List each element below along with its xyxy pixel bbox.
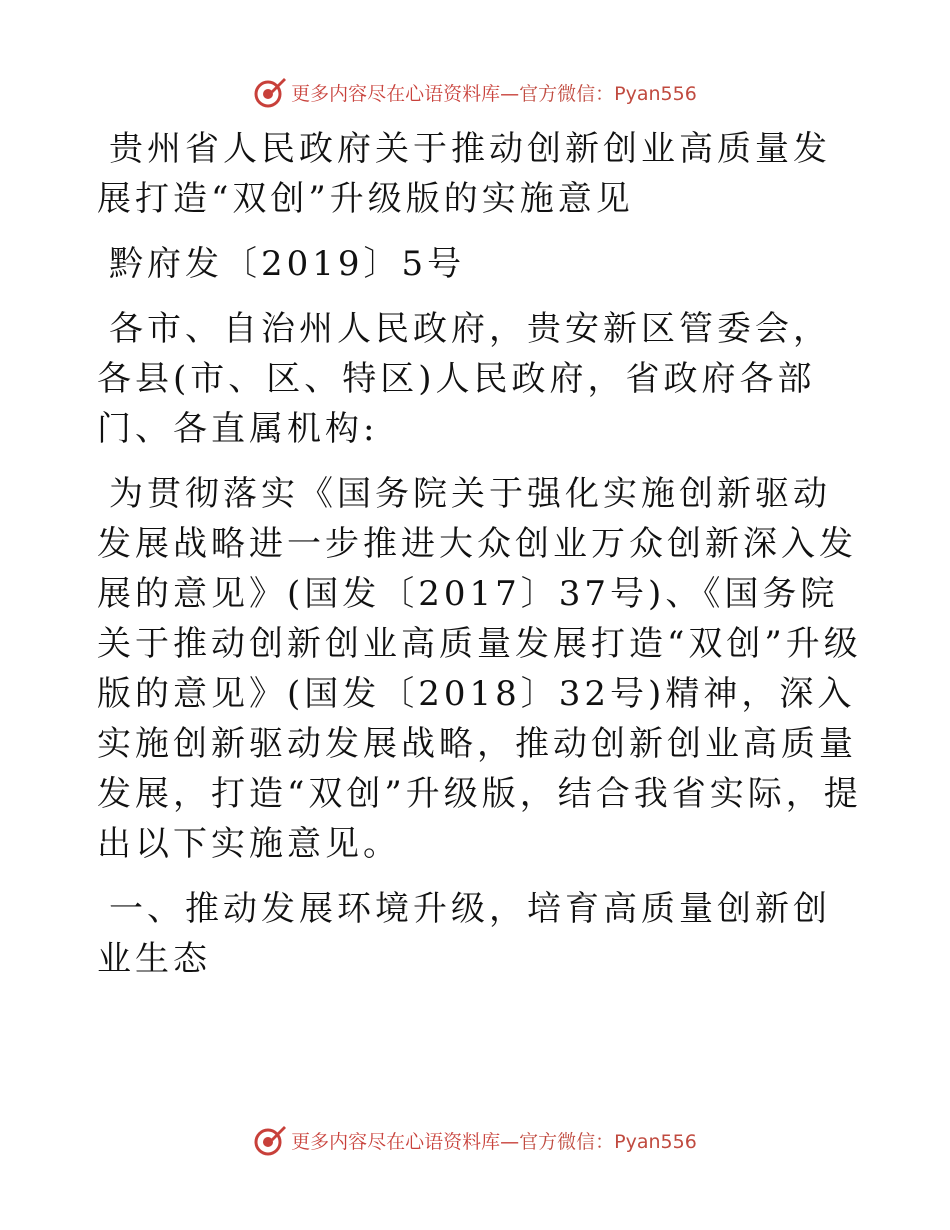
watermark-separator: — [500, 82, 520, 105]
document-number: 黔府发〔2019〕5号 [109, 244, 466, 284]
document-body [97, 124, 867, 999]
pen-circle-icon [253, 75, 287, 109]
document-intro-paragraph: 为贯彻落实《国务院关于强化实施创新驱动发展战略进一步推进大众创业万众创新深入发展的意见》(国发〔2017〕37号)、《国务院关于推动创新创业高质量发展打造“双创”升级版的意见》(国发〔2018〕32号)精神，深入实施创新驱动发展战略，推动创新创业高质量发展，打造“双创”升级版，结合我省实际，提出以下实施意见。 [97, 474, 862, 864]
watermark-wechat-text: 官方微信：Pyan556 [519, 1130, 697, 1153]
pen-circle-icon [253, 1123, 287, 1157]
watermark-header [0, 72, 950, 112]
document-addressees: 各市、自治州人民政府，贵安新区管委会，各县(市、区、特区)人民政府，省政府各部门、各直属机构: [97, 309, 831, 449]
watermark-brand-text: 更多内容尽在心语资料库 [291, 82, 501, 105]
document-title: 贵州省人民政府关于推动创新创业高质量发展打造“双创”升级版的实施意见 [97, 129, 831, 219]
watermark-footer [0, 1120, 950, 1160]
watermark-separator: — [500, 1130, 520, 1153]
section-heading-1: 一、推动发展环境升级，培育高质量创新创业生态 [97, 889, 831, 979]
watermark-wechat-text: 官方微信：Pyan556 [519, 82, 697, 105]
watermark-brand-text: 更多内容尽在心语资料库 [291, 1130, 501, 1153]
